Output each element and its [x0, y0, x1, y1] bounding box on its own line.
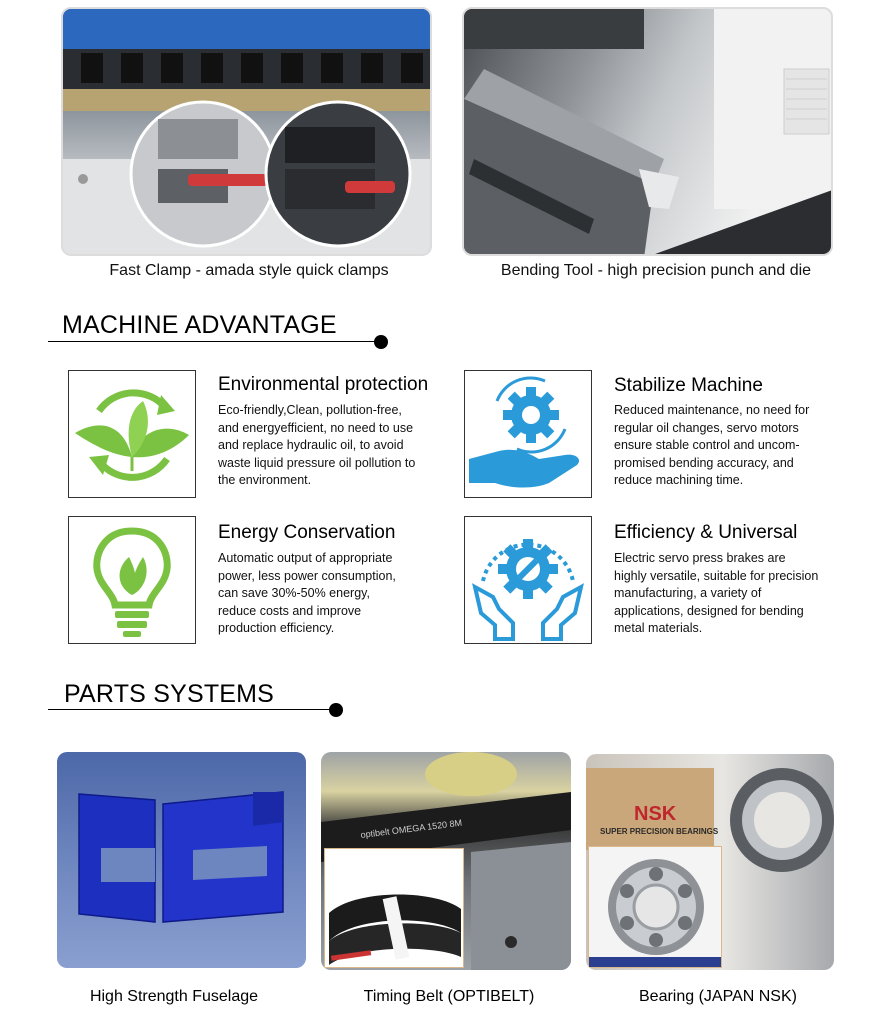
efficiency-title: Efficiency & Universal	[614, 522, 798, 543]
nsk-box-label: NSK	[634, 803, 677, 825]
efficiency-icon-box	[464, 516, 592, 644]
leaf-recycle-icon	[69, 371, 195, 497]
energy-icon-box	[68, 516, 196, 644]
bearing-caption: Bearing (JAPAN NSK)	[639, 988, 797, 1005]
lightbulb-leaf-icon	[69, 517, 195, 643]
environmental-icon-box	[68, 370, 196, 498]
stabilize-desc: Reduced maintenance, no need for regular oil changes, servo motors ensure stable control and uncom- promised bending accuracy, and reduce machining time.	[614, 403, 810, 488]
energy-desc: Automatic output of appropriate power, less power consumption, can save 30%-50% energy, reduce costs and improve production efficiency.	[218, 551, 396, 636]
fast-clamp-caption: Fast Clamp - amada style quick clamps	[109, 262, 389, 279]
timing-belt-caption: Timing Belt (OPTIBELT)	[363, 988, 535, 1005]
environmental-title: Environmental protection	[218, 374, 429, 395]
fuselage-caption: High Strength Fuselage	[89, 988, 259, 1005]
bearing-photo	[586, 754, 834, 970]
machine-advantage-heading: MACHINE ADVANTAGE	[62, 311, 337, 339]
bending-tool-illustration	[464, 9, 833, 256]
fuselage-illustration	[57, 752, 306, 968]
bearing-inset	[588, 846, 722, 968]
bending-tool-caption: Bending Tool - high precision punch and die	[500, 262, 812, 279]
stabilize-icon-box	[464, 370, 592, 498]
belt-roll-illustration	[325, 849, 464, 968]
parts-systems-heading: PARTS SYSTEMS	[64, 680, 275, 708]
bearing-closeup-illustration	[589, 847, 722, 968]
gear-hand-icon	[465, 371, 591, 497]
timing-belt-inset	[324, 848, 464, 968]
stabilize-title: Stabilize Machine	[614, 375, 763, 396]
timing-belt-photo	[321, 752, 571, 970]
parts-systems-rule	[48, 709, 332, 710]
fuselage-photo	[57, 752, 306, 968]
gear-wrench-hands-icon	[465, 517, 591, 643]
machine-advantage-dot	[374, 335, 388, 349]
efficiency-desc: Electric servo press brakes are highly versatile, suitable for precision manufacturing, a variety of applications, designed for bending metal materials.	[614, 551, 819, 636]
fast-clamp-illustration	[63, 9, 432, 256]
machine-advantage-rule	[48, 341, 378, 342]
environmental-desc: Eco-friendly,Clean, pollution-free, and energyefficient, no need to use and replace hydraulic oil, to avoid waste liquid pressure oil pollution to the environment.	[218, 403, 416, 488]
energy-title: Energy Conservation	[218, 522, 396, 543]
belt-print-label: optibelt OMEGA 1520 8M	[360, 817, 463, 840]
fast-clamp-photo	[61, 7, 432, 256]
parts-systems-dot	[329, 703, 343, 717]
nsk-box-sublabel: SUPER PRECISION BEARINGS	[600, 827, 719, 836]
bending-tool-photo	[462, 7, 833, 256]
